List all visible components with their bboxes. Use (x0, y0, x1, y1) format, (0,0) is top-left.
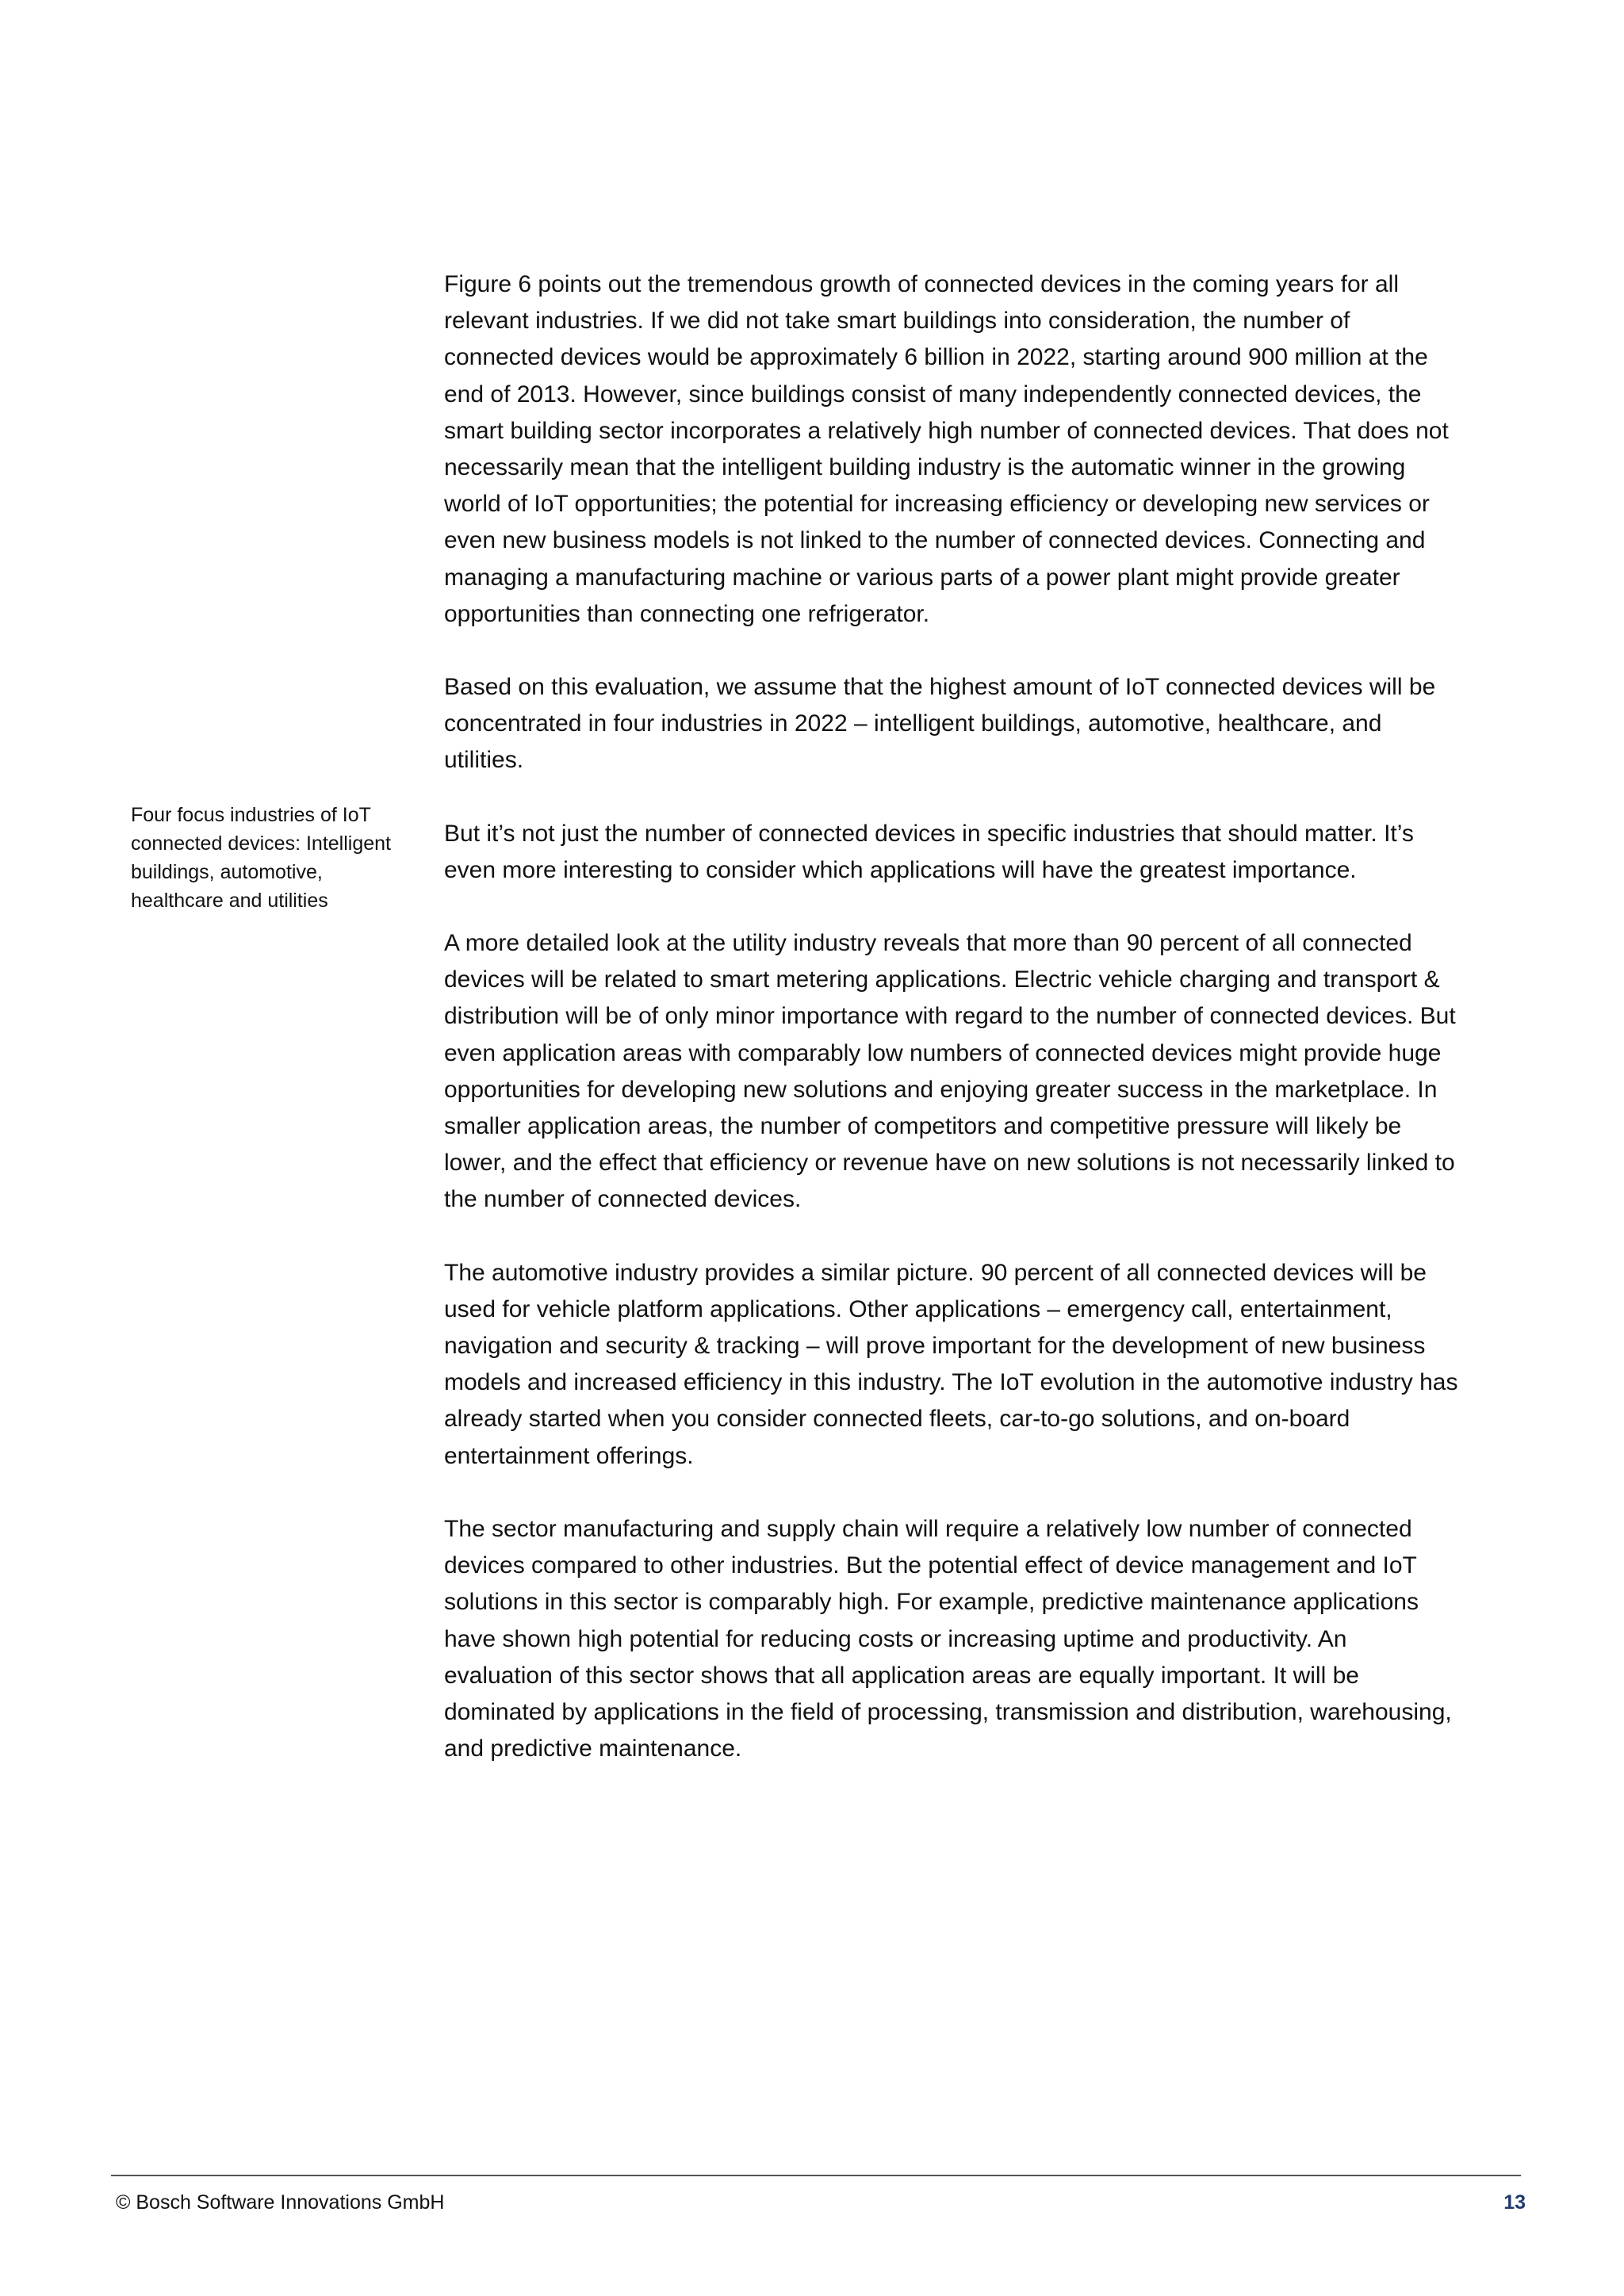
body-paragraph-1: Figure 6 points out the tremendous growth of connected devices in the coming years for all relevant industries. If we did not take smart buildings into consideration, the number of connected devices would be approximately 6 billion in 2022, starting around 900 million at the end of 2013. However, since buildings consist of many independently connected devices, the smart building sector incorporates a relatively high number of connected devices. That does not necessarily mean that the intelligent building industry is the automatic winner in the growing world of IoT opportunities; the potential for increasing efficiency or developing new services or even new business models is not linked to the number of connected devices. Connecting and managing a manufacturing machine or various parts of a power plant might provide greater opportunities than connecting one refrigerator. (444, 271, 1449, 627)
footer-copyright: © Bosch Software Innovations GmbH (116, 2191, 445, 2214)
body-paragraph-2: Based on this evaluation, we assume that the highest amount of IoT connected devices will be concentrated in four industries in 2022 – intelligent buildings, automotive, healthcare, and utilities. (444, 674, 1436, 774)
body-text-column (444, 266, 1459, 1767)
footer-divider (111, 2175, 1521, 2176)
body-paragraph-5: The automotive industry provides a similar picture. 90 percent of all connected devices will be used for vehicle platform applications. Other applications – emergency call, entertainment, navigation and security & tracking – will prove important for the development of new business models and increased efficiency in this industry. The IoT evolution in the automotive industry has already started when you consider connected fleets, car-to-go solutions, and on-board entertainment offerings. (444, 1259, 1458, 1469)
margin-note: Four focus industries of IoT connected devices: Intelligent buildings, automotive, healthcare and utilities (131, 804, 391, 912)
body-paragraph-6: The sector manufacturing and supply chain will require a relatively low number of connected devices compared to other industries. But the potential effect of device management and IoT solutions in this sector is comparably high. For example, predictive maintenance applications have shown high potential for reducing costs or increasing uptime and productivity. An evaluation of this sector shows that all application areas are equally important. It will be dominated by applications in the field of processing, transmission and distribution, warehousing, and predictive maintenance. (444, 1515, 1452, 1762)
page-number: 13 (1503, 2191, 1526, 2214)
body-paragraph-4: A more detailed look at the utility industry reveals that more than 90 percent of all connected devices will be related to smart metering applications. Electric vehicle charging and transport & distribution will be of only minor importance with regard to the number of connected devices. But even application areas with comparably low numbers of connected devices might provide huge opportunities for developing new solutions and enjoying greater success in the marketplace. In smaller application areas, the number of competitors and competitive pressure will likely be lower, and the effect that efficiency or revenue have on new solutions is not necessarily linked to the number of connected devices. (444, 930, 1456, 1213)
body-paragraph-3: But it’s not just the number of connected devices in specific industries that should matter. It’s even more interesting to consider which applications will have the greatest importance. (444, 820, 1414, 883)
